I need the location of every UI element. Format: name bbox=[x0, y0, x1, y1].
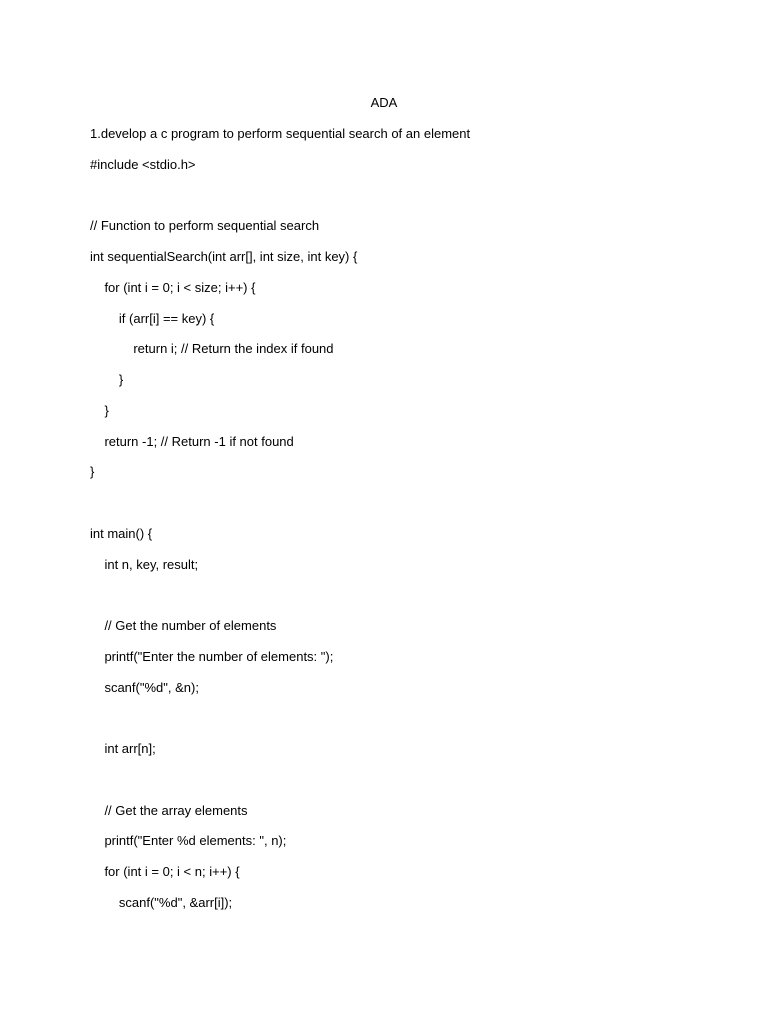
code-line: } bbox=[90, 403, 109, 418]
code-line: #include <stdio.h> bbox=[90, 157, 196, 172]
code-line: int arr[n]; bbox=[90, 741, 156, 756]
code-line: return -1; // Return -1 if not found bbox=[90, 434, 294, 449]
code-line: } bbox=[90, 372, 124, 387]
code-line: scanf("%d", &n); bbox=[90, 680, 199, 695]
code-line: scanf("%d", &arr[i]); bbox=[90, 895, 233, 910]
code-line: for (int i = 0; i < size; i++) { bbox=[90, 280, 256, 295]
code-line: for (int i = 0; i < n; i++) { bbox=[90, 864, 240, 879]
code-line: int n, key, result; bbox=[90, 557, 199, 572]
code-line: } bbox=[90, 464, 95, 479]
code-line: int main() { bbox=[90, 526, 153, 541]
code-line: // Get the number of elements bbox=[90, 618, 277, 633]
code-line: printf("Enter the number of elements: "); bbox=[90, 649, 334, 664]
code-line: int sequentialSearch(int arr[], int size, int key) { bbox=[90, 249, 358, 264]
code-line: // Get the array elements bbox=[90, 803, 248, 818]
code-line: printf("Enter %d elements: ", n); bbox=[90, 833, 287, 848]
code-line: return i; // Return the index if found bbox=[90, 341, 334, 356]
question-heading: 1.develop a c program to perform sequential search of an element bbox=[90, 126, 471, 141]
document-title: ADA bbox=[370, 95, 398, 110]
code-line: if (arr[i] == key) { bbox=[90, 311, 215, 326]
code-line: // Function to perform sequential search bbox=[90, 218, 320, 233]
